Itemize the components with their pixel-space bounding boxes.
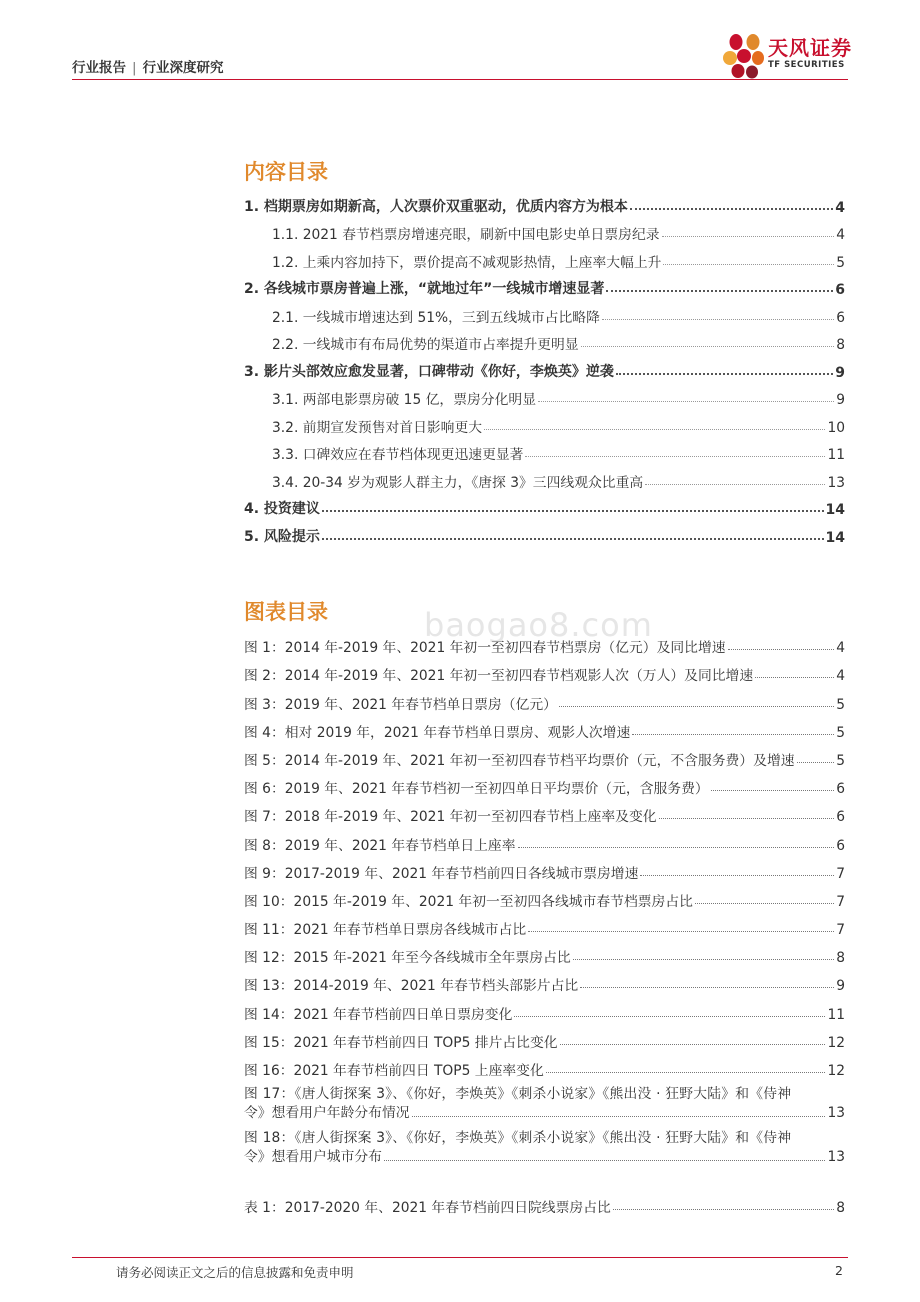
leader-dots <box>606 290 833 292</box>
figure-entry-page: 7 <box>836 922 845 939</box>
header-separator: | <box>132 60 137 76</box>
report-category <box>72 56 224 76</box>
leader-dots <box>518 847 835 848</box>
figure-entry-text: 图 7：2018 年-2019 年、2021 年初一至初四春节档上座率及变化 <box>244 809 657 826</box>
toc-section[interactable] <box>244 463 845 491</box>
figure-entry-page: 5 <box>836 696 845 713</box>
figure-entry[interactable] <box>244 628 845 656</box>
toc-section-page: 10 <box>827 419 845 436</box>
header-divider <box>72 79 848 80</box>
figure-entry-text: 图 16：2021 年春节档前四日 TOP5 上座率变化 <box>244 1063 544 1079</box>
toc-section-text: 1.2. 上乘内容加持下，票价提高不减观影热情，上座率大幅上升 <box>272 254 662 271</box>
logo-cn-text: 天风证券 <box>768 36 852 60</box>
leader-dots <box>613 1209 834 1210</box>
figure-entry[interactable] <box>244 882 845 910</box>
figure-entry[interactable] <box>244 656 845 684</box>
figure-entry-text: 图 9：2017-2019 年、2021 年春节档前四日各线城市票房增速 <box>244 865 639 882</box>
leader-dots <box>659 818 835 819</box>
figure-entry-text: 图 6：2019 年、2021 年春节档初一至初四单日平均票价（元，含服务费） <box>244 781 709 798</box>
leader-dots <box>645 484 825 485</box>
toc-section[interactable] <box>244 216 845 244</box>
toc-section-text: 3.3. 口碑效应在春节档体现更迅速更显著 <box>272 447 524 463</box>
footer-divider <box>72 1257 848 1258</box>
toc-chapter-page: 6 <box>835 282 845 298</box>
figure-entry-text: 图 17：《唐人街探案 3》、《你好，李焕英》《刺杀小说家》《熊出没 · 狂野大陆》和《侍神 <box>244 1086 792 1102</box>
leader-dots <box>525 456 825 457</box>
figure-entry[interactable] <box>244 854 845 882</box>
figure-entry-page: 6 <box>836 837 845 854</box>
leader-dots <box>484 429 825 430</box>
leader-dots <box>581 346 835 347</box>
toc-section[interactable] <box>244 381 845 409</box>
figure-entry[interactable] <box>244 910 845 938</box>
toc-section[interactable] <box>244 436 845 464</box>
figure-entry[interactable] <box>244 684 845 712</box>
figure-entry[interactable] <box>244 713 845 741</box>
leader-dots <box>602 319 834 320</box>
figure-entry-page: 8 <box>836 950 845 967</box>
leader-dots <box>384 1160 825 1161</box>
toc-section-page: 13 <box>827 474 845 491</box>
figure-entry-text: 图 8：2019 年、2021 年春节档单日上座率 <box>244 837 516 854</box>
figure-entry[interactable] <box>244 1051 845 1079</box>
figure-entry[interactable] <box>244 938 845 966</box>
leader-dots <box>412 1116 826 1117</box>
footer-disclaimer: 请务必阅读正文之后的信息披露和免责申明 <box>116 1265 354 1280</box>
figure-entry-page: 4 <box>836 668 845 685</box>
toc-chapter-page: 14 <box>825 502 845 518</box>
report-subtype: 行业深度研究 <box>142 60 224 76</box>
toc-section-page: 9 <box>836 392 845 408</box>
table-entry-text: 表 1：2017-2020 年、2021 年春节档前四日院线票房占比 <box>244 1200 611 1217</box>
table-entry-page: 8 <box>836 1200 845 1217</box>
figure-entry-text: 图 12：2015 年-2021 年至今各线城市全年票房占比 <box>244 950 571 967</box>
leader-dots <box>559 706 834 707</box>
leader-dots <box>528 931 834 932</box>
figure-entry[interactable] <box>244 741 845 769</box>
figure-entry-page: 5 <box>836 752 845 769</box>
figure-entry-text: 图 15：2021 年春节档前四日 TOP5 排片占比变化 <box>244 1034 558 1051</box>
figure-entry-text: 图 4：相对 2019 年，2021 年春节档单日票房、观影人次增速 <box>244 724 631 741</box>
figure-entry-page: 13 <box>827 1105 845 1121</box>
tables-list <box>244 1188 845 1216</box>
watermark: baogao8.com <box>424 606 653 644</box>
leader-dots <box>797 762 835 763</box>
leader-dots <box>755 677 834 678</box>
figure-entry-page: 7 <box>836 865 845 882</box>
figure-entry[interactable] <box>244 994 845 1022</box>
figure-entry-text: 图 18：《唐人街探案 3》、《你好，李焕英》《刺杀小说家》《熊出没 · 狂野大陆》和《侍神 <box>244 1130 792 1146</box>
leader-dots <box>695 903 834 904</box>
toc-chapter-text: 3. 影片头部效应愈发显著，口碑带动《你好，李焕英》逆袭 <box>244 363 614 380</box>
leader-dots <box>616 373 833 375</box>
figure-entry-text-cont: 令》想看用户年龄分布情况 <box>244 1105 410 1121</box>
figure-entry[interactable] <box>244 1023 845 1051</box>
toc-chapter-text: 1. 档期票房如期新高，人次票价双重驱动，优质内容方为根本 <box>244 198 628 215</box>
footer-page-number: 2 <box>835 1263 843 1278</box>
figure-entry-text: 图 11：2021 年春节档单日票房各线城市占比 <box>244 922 527 939</box>
figures-title: 图表目录 <box>244 600 328 624</box>
leader-dots <box>546 1072 826 1073</box>
leader-dots <box>630 208 833 210</box>
figure-entry-page: 6 <box>836 809 845 826</box>
toc-chapter-text: 4. 投资建议 <box>244 501 320 517</box>
figure-entry-page: 4 <box>836 640 845 657</box>
figure-entry-page: 12 <box>827 1034 845 1051</box>
figure-entry-page: 13 <box>827 1149 845 1165</box>
toc-section-text: 3.1. 两部电影票房破 15 亿，票房分化明显 <box>272 392 536 408</box>
toc-chapter[interactable] <box>244 491 845 519</box>
toc-chapter[interactable] <box>244 518 845 546</box>
figure-entry-text-cont: 令》想看用户城市分布 <box>244 1149 382 1165</box>
toc-chapter-text: 5. 风险提示 <box>244 528 320 545</box>
logo-flower-icon <box>720 30 766 80</box>
contents-title: 内容目录 <box>244 160 328 184</box>
toc-chapter-page: 14 <box>825 529 845 546</box>
company-logo <box>720 30 852 80</box>
toc-section[interactable] <box>244 243 845 271</box>
leader-dots <box>580 987 834 988</box>
toc-chapter[interactable] <box>244 188 845 216</box>
contents-list <box>244 188 845 546</box>
figure-entry-page: 6 <box>836 781 845 798</box>
leader-dots <box>640 875 834 876</box>
figure-entry-text: 图 2：2014 年-2019 年、2021 年初一至初四春节档观影人次（万人）及同比增速 <box>244 668 754 685</box>
leader-dots <box>573 959 835 960</box>
figure-entry[interactable] <box>244 1085 845 1123</box>
toc-section-page: 4 <box>836 227 845 243</box>
toc-section-page: 5 <box>836 254 845 271</box>
figure-entry-page: 11 <box>827 1006 845 1023</box>
figure-entry-text: 图 1：2014 年-2019 年、2021 年初一至初四春节档票房（亿元）及同比增速 <box>244 640 726 657</box>
toc-section[interactable] <box>244 408 845 436</box>
figure-entry-text: 图 5：2014 年-2019 年、2021 年初一至初四春节档平均票价（元，不含服务费）及增速 <box>244 752 795 769</box>
figure-entry-text: 图 10：2015 年-2019 年、2021 年初一至初四各线城市春节档票房占比 <box>244 893 693 910</box>
leader-dots <box>663 264 834 265</box>
leader-dots <box>662 236 835 237</box>
leader-dots <box>538 401 834 402</box>
toc-chapter[interactable] <box>244 271 845 299</box>
toc-section[interactable] <box>244 326 845 354</box>
figure-entry[interactable] <box>244 825 845 853</box>
toc-section-text: 2.2. 一线城市有布局优势的渠道市占率提升更明显 <box>272 337 579 353</box>
toc-chapter-page: 4 <box>835 199 845 216</box>
figure-entry-text: 图 14：2021 年春节档前四日单日票房变化 <box>244 1006 513 1023</box>
toc-section-text: 2.1. 一线城市增速达到 51%，三到五线城市占比略降 <box>272 309 600 326</box>
logo-en-text: TF SECURITIES <box>768 60 845 70</box>
figure-entry[interactable] <box>244 769 845 797</box>
toc-section[interactable] <box>244 298 845 326</box>
figure-entry-page: 9 <box>836 978 845 995</box>
toc-section-page: 8 <box>836 337 845 353</box>
toc-section-text: 3.2. 前期宣发预售对首日影响更大 <box>272 419 483 436</box>
figure-entry-page: 7 <box>836 893 845 910</box>
figure-entry[interactable] <box>244 966 845 994</box>
figure-entry-text: 图 3：2019 年、2021 年春节档单日票房（亿元） <box>244 696 557 713</box>
leader-dots <box>322 510 824 512</box>
figure-entry-page: 12 <box>827 1063 845 1079</box>
report-type: 行业报告 <box>72 60 126 76</box>
toc-section-text: 3.4. 20-34 岁为观影人群主力，《唐探 3》三四线观众比重高 <box>272 474 644 491</box>
toc-chapter-page: 9 <box>835 364 845 381</box>
toc-chapter-text: 2. 各线城市票房普遍上涨，“就地过年”一线城市增速显著 <box>244 281 605 297</box>
figure-entry-page: 5 <box>836 724 845 741</box>
toc-section-page: 6 <box>836 309 845 326</box>
leader-dots <box>514 1016 825 1017</box>
table-entry[interactable] <box>244 1188 845 1216</box>
toc-section-text: 1.1. 2021 春节档票房增速亮眼，刷新中国电影史单日票房纪录 <box>272 227 660 243</box>
leader-dots <box>728 649 835 650</box>
figures-list <box>244 628 845 1167</box>
leader-dots <box>322 538 824 540</box>
figure-entry[interactable] <box>244 797 845 825</box>
toc-chapter[interactable] <box>244 353 845 381</box>
leader-dots <box>711 790 835 791</box>
figure-entry[interactable] <box>244 1129 845 1167</box>
figure-entry-text: 图 13：2014-2019 年、2021 年春节档头部影片占比 <box>244 978 579 995</box>
toc-section-page: 11 <box>827 447 845 463</box>
leader-dots <box>560 1044 826 1045</box>
leader-dots <box>632 734 834 735</box>
